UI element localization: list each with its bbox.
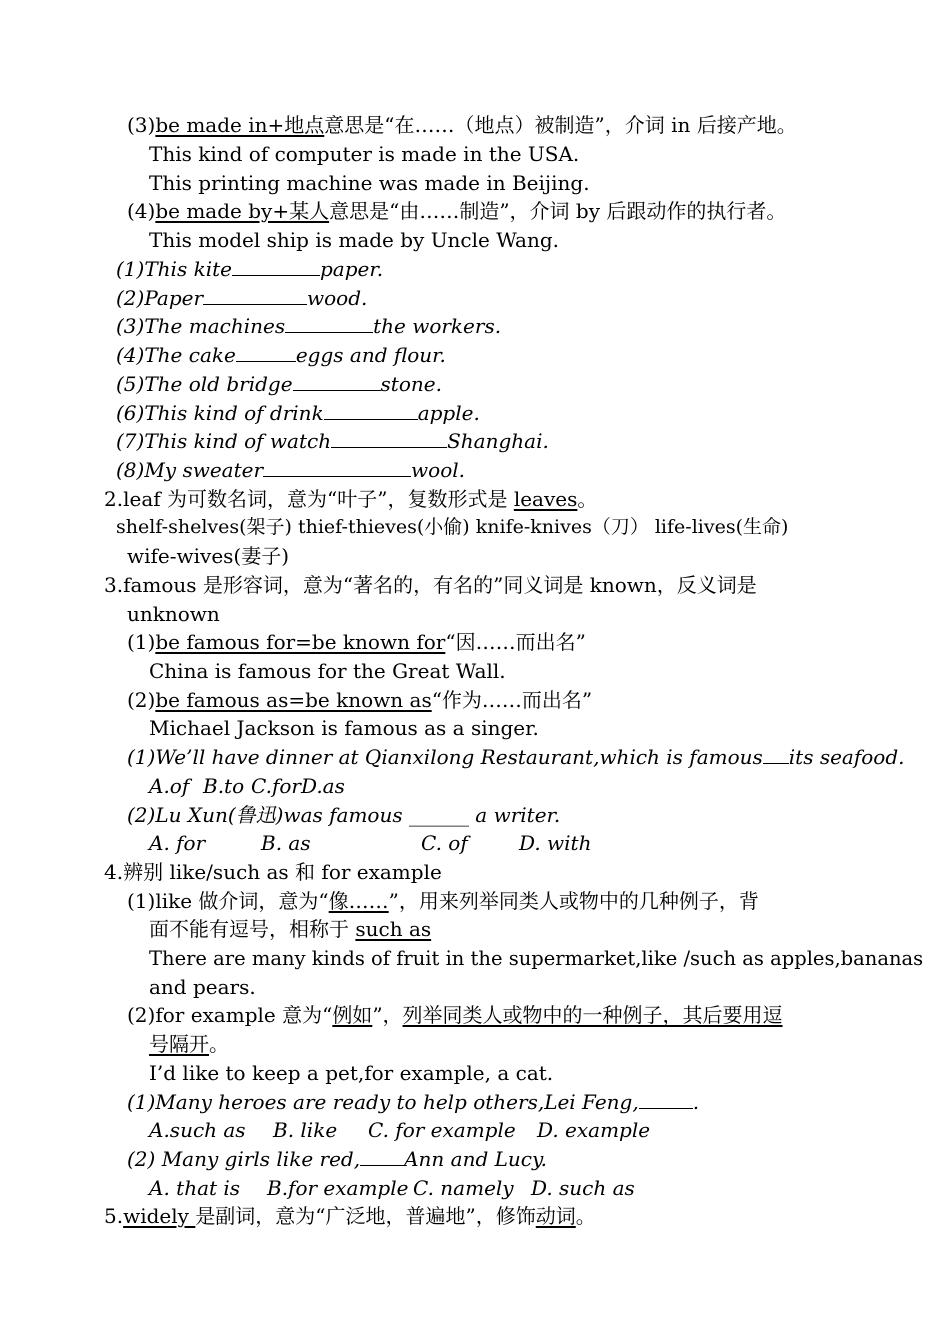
- answer-blank[interactable]: [285, 314, 373, 333]
- option-a[interactable]: A. for: [149, 831, 206, 855]
- option-d[interactable]: D. such as: [531, 1176, 635, 1200]
- option-a[interactable]: A. that is: [149, 1176, 241, 1200]
- answer-blank[interactable]: [360, 1147, 404, 1166]
- point-2-cont: 号隔开。: [149, 1032, 229, 1056]
- exercise-item: (2)Paper wood.: [116, 286, 368, 310]
- example-sentence: This model ship is made by Uncle Wang.: [149, 228, 560, 252]
- exercise-item: (8)My sweater wool.: [116, 458, 466, 482]
- section-5-heading: 5.widely 是副词，意为“广泛地，普遍地”，修饰动词。: [104, 1204, 596, 1228]
- option-b[interactable]: B. as: [261, 831, 311, 855]
- answer-blank[interactable]: [293, 372, 381, 391]
- question-2: (2)Lu Xun(鲁迅)was famous ______ a writer.: [127, 803, 561, 827]
- exercise-item: (7)This kind of watch Shanghai.: [116, 429, 549, 453]
- option-b[interactable]: B.for example: [267, 1176, 409, 1200]
- key-phrase: 动词: [535, 1204, 576, 1228]
- question-2: (2) Many girls like red, Ann and Lucy.: [127, 1147, 547, 1171]
- question-2-options: [149, 829, 591, 858]
- answer-blank[interactable]: [203, 286, 307, 305]
- plural-list: shelf-shelves(架子) thief-thieves(小偷) knife-knives（刀） life-lives(生命): [116, 516, 789, 538]
- key-phrase: be made in+地点: [155, 113, 325, 137]
- point-1: (1)like 做介词，意为“像……”，用来列举同类人或物中的几种例子，背: [127, 889, 759, 913]
- key-phrase: 例如: [332, 1003, 373, 1027]
- question-1: (1)Many heroes are ready to help others,Lei Feng, .: [127, 1090, 700, 1114]
- question-1-options: [149, 1116, 650, 1145]
- answer-blank[interactable]: [263, 458, 411, 477]
- answer-blank[interactable]: [331, 429, 447, 448]
- option-d[interactable]: D.as: [301, 774, 345, 798]
- question-2-options: [149, 1174, 635, 1203]
- option-d[interactable]: D. example: [537, 1118, 651, 1142]
- point-3: (3)be made in+地点意思是“在……（地点）被制造”，介词 in 后接产地。: [127, 113, 797, 137]
- exercise-item: (4)The cake eggs and flour.: [116, 343, 446, 367]
- section-3-heading-cont: unknown: [127, 602, 220, 626]
- option-c[interactable]: C.for: [251, 774, 301, 798]
- option-a[interactable]: A.of: [149, 774, 190, 798]
- answer-blank[interactable]: [236, 343, 296, 362]
- exercise-item: (3)The machines the workers.: [116, 314, 502, 338]
- section-4-heading: 4.辨别 like/such as 和 for example: [104, 860, 442, 884]
- option-c[interactable]: C. for example: [368, 1118, 516, 1142]
- key-phrase: 像……: [328, 889, 389, 913]
- key-phrase: such as: [355, 917, 432, 941]
- answer-blank[interactable]: [639, 1090, 693, 1109]
- section-3-heading: 3.famous 是形容词，意为“著名的，有名的”同义词是 known，反义词是: [104, 573, 757, 597]
- point-2: (2)for example 意为“例如”，列举同类人或物中的一种例子，其后要用逗: [127, 1003, 783, 1027]
- point-1-cont: 面不能有逗号，相称于 such as: [149, 917, 432, 941]
- option-c[interactable]: C. namely: [413, 1176, 514, 1200]
- point-4: (4)be made by+某人意思是“由……制造”，介词 by 后跟动作的执行者。: [127, 199, 787, 223]
- key-phrase: widely: [123, 1204, 196, 1228]
- key-phrase: leaves: [513, 487, 578, 511]
- answer-blank[interactable]: [324, 401, 418, 420]
- exercise-item: (5)The old bridge stone.: [116, 372, 442, 396]
- question-1: (1)We’ll have dinner at Qianxilong Restaurant,which is famous its seafood.: [127, 745, 905, 769]
- point-1: (1)be famous for=be known for“因……而出名”: [127, 630, 586, 654]
- option-d[interactable]: D. with: [519, 831, 592, 855]
- answer-blank[interactable]: [232, 257, 320, 276]
- example-sentence: and pears.: [149, 975, 256, 999]
- key-phrase: 号隔开: [149, 1032, 209, 1056]
- key-phrase: be made by+某人: [155, 199, 330, 223]
- example-sentence: This kind of computer is made in the USA.: [149, 142, 580, 166]
- exercise-item: (6)This kind of drink apple.: [116, 401, 480, 425]
- answer-blank[interactable]: [763, 745, 789, 764]
- example-sentence: China is famous for the Great Wall.: [149, 659, 506, 683]
- option-a[interactable]: A.such as: [149, 1118, 246, 1142]
- example-sentence: There are many kinds of fruit in the supermarket,like /such as apples,bananas: [149, 947, 924, 970]
- key-phrase: be famous as=be known as: [155, 688, 432, 712]
- option-b[interactable]: B. like: [273, 1118, 338, 1142]
- question-1-options: [149, 772, 345, 801]
- key-phrase: be famous for=be known for: [155, 630, 446, 654]
- option-c[interactable]: C. of: [421, 831, 468, 855]
- example-sentence: Michael Jackson is famous as a singer.: [149, 716, 539, 740]
- point-2: (2)be famous as=be known as“作为……而出名”: [127, 688, 593, 712]
- plural-list: wife-wives(妻子): [127, 544, 290, 568]
- section-2-heading: 2.leaf 为可数名词，意为“叶子”，复数形式是 leaves。: [104, 487, 598, 511]
- example-sentence: This printing machine was made in Beijing.: [149, 171, 590, 195]
- key-phrase: 列举同类人或物中的一种例子，其后要用逗: [402, 1003, 783, 1027]
- exercise-item: (1)This kite paper.: [116, 257, 384, 281]
- example-sentence: I’d like to keep a pet,for example, a cat.: [149, 1061, 554, 1085]
- option-b[interactable]: B.to: [203, 774, 245, 798]
